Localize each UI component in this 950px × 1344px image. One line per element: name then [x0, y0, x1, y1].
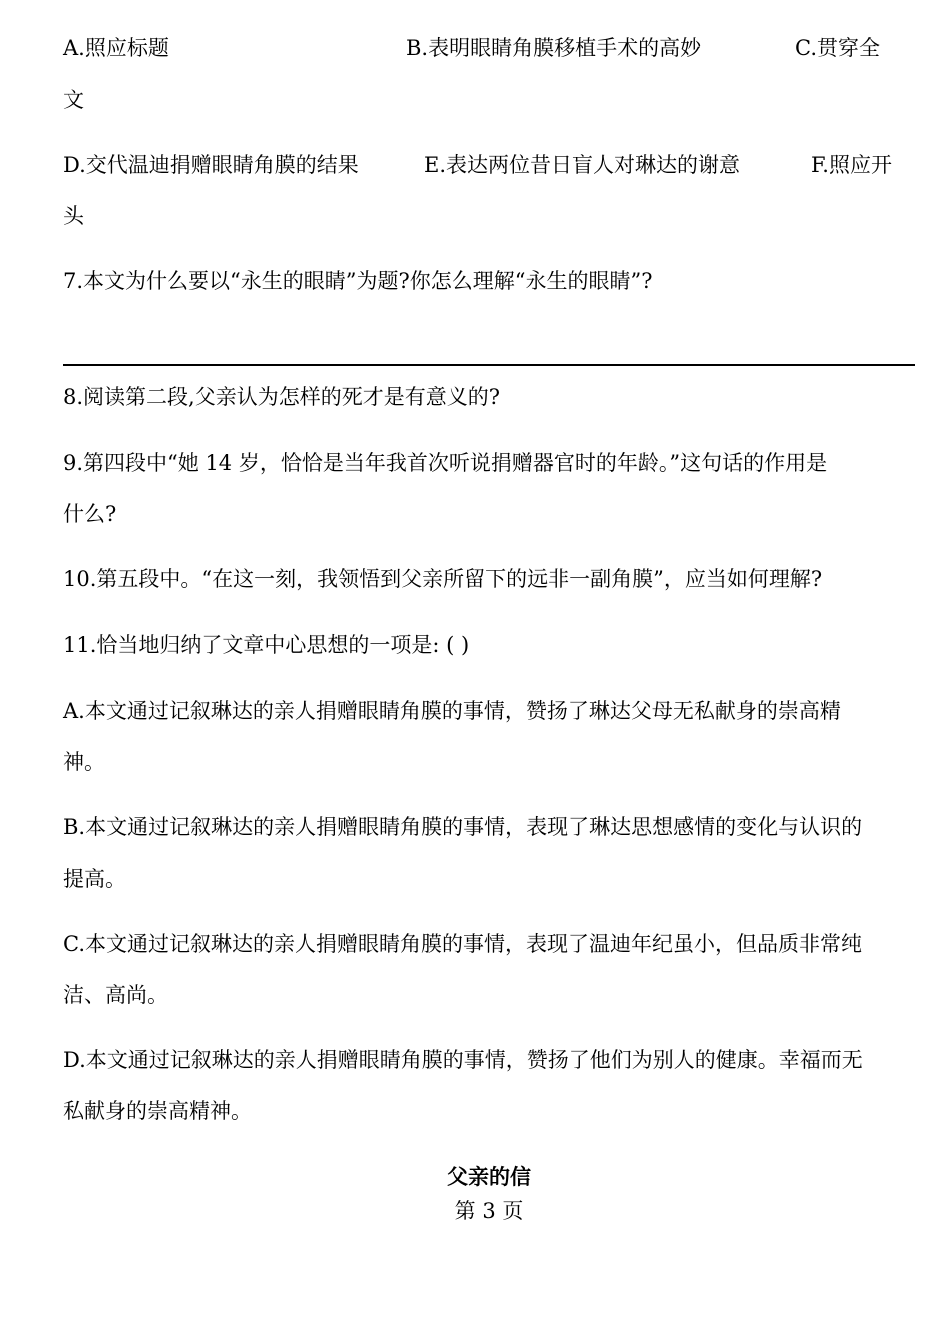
- next-section-title: 父亲的信: [447, 1164, 531, 1189]
- question-8: 8.阅读第二段,父亲认为怎样的死才是有意义的?: [63, 385, 500, 409]
- answer-line: [63, 364, 915, 366]
- q11-option-a-line-2: 神。: [63, 750, 105, 774]
- q6-option-f: F.照应开: [811, 153, 892, 177]
- page-number: 第 3 页: [454, 1199, 524, 1223]
- question-10: 10.第五段中。“在这一刻，我领悟到父亲所留下的远非一副角膜”，应当如何理解?: [63, 567, 823, 591]
- q11-option-a-line-1: A.本文通过记叙琳达的亲人捐赠眼睛角膜的事情，赞扬了琳达父母无私献身的崇高精: [63, 699, 841, 723]
- question-7: 7.本文为什么要以“永生的眼睛”为题?你怎么理解“永生的眼睛”?: [63, 269, 653, 293]
- q11-option-c-line-1: C.本文通过记叙琳达的亲人捐赠眼睛角膜的事情，表现了温迪年纪虽小，但品质非常纯: [63, 932, 862, 956]
- question-9-line-1: 9.第四段中“她 14 岁，恰恰是当年我首次听说捐赠器官时的年龄。”这句话的作用是: [63, 451, 828, 475]
- q6-option-c-continued: 文: [63, 88, 84, 112]
- q11-option-b-line-2: 提高。: [63, 867, 126, 891]
- question-11: 11.恰当地归纳了文章中心思想的一项是: ( ): [63, 633, 470, 657]
- question-9-line-2: 什么?: [63, 502, 117, 526]
- q6-option-c: C.贯穿全: [795, 36, 880, 60]
- q6-option-e: E.表达两位昔日盲人对琳达的谢意: [424, 153, 741, 177]
- q11-option-d-line-1: D.本文通过记叙琳达的亲人捐赠眼睛角膜的事情，赞扬了他们为别人的健康。幸福而无: [63, 1048, 863, 1072]
- q6-option-a: A.照应标题: [63, 36, 169, 60]
- q6-option-f-continued: 头: [63, 204, 84, 228]
- q6-option-d: D.交代温迪捐赠眼睛角膜的结果: [63, 153, 359, 177]
- q6-option-b: B.表明眼睛角膜移植手术的高妙: [406, 36, 702, 60]
- q11-option-d-line-2: 私献身的崇高精神。: [63, 1099, 252, 1123]
- q11-option-b-line-1: B.本文通过记叙琳达的亲人捐赠眼睛角膜的事情，表现了琳达思想感情的变化与认识的: [63, 815, 863, 839]
- q11-option-c-line-2: 洁、高尚。: [63, 983, 168, 1007]
